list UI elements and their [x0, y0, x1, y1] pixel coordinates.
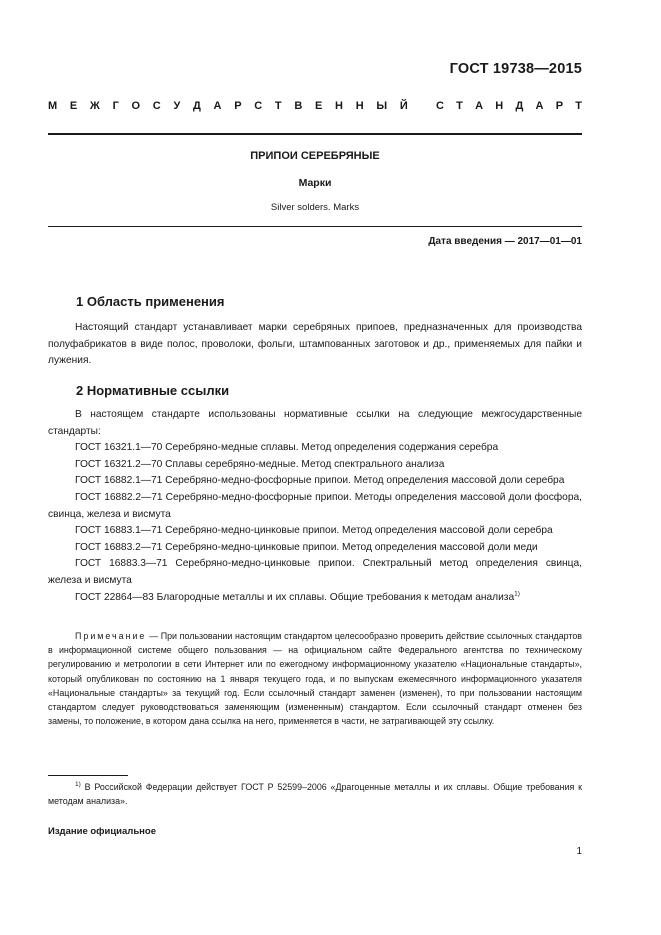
banner-letter: А	[475, 100, 484, 112]
banner-letter: С	[436, 100, 444, 112]
footnote	[48, 780, 582, 808]
note-block	[48, 629, 582, 728]
banner-letter: Р	[555, 100, 564, 112]
official-edition-label: Издание официальное	[48, 826, 156, 837]
document-subtitle: Марки	[298, 177, 332, 189]
banner-letter: А	[535, 100, 544, 112]
english-title: Silver solders. Marks	[270, 202, 360, 213]
title-rule	[48, 226, 582, 227]
banner-letter: Е	[315, 100, 323, 112]
footnote-rule	[48, 775, 128, 776]
note-paragraph	[48, 629, 582, 728]
banner-letter: У	[173, 100, 181, 112]
note-lead: Примечание	[75, 631, 147, 641]
banner-letter: О	[131, 100, 141, 112]
banner-letter: М	[48, 100, 58, 112]
introduction-date: Дата введения — 2017—01—01	[428, 236, 582, 247]
banner-letter: А	[213, 100, 222, 112]
note-text: — При пользовании настоящим стандартом целесообразно проверить действие ссылочных стандартов в информационной системе общего пользования — на официальном сайте Федерального агентства по техническому регулированию и метрологии в сети Интернет или по ежегодному информационному указателю «Национальные стандарты», который опубликован по состоянию на 1 января текущего года, и по выпускам ежемесячного информационного указателя «Национальные стандарты» за текущий год. Если ссылочный стандарт заменен (изменен), то при пользовании настоящим стандартом следует руководствоваться заменяющим (измененным) стандартом. Если ссылочный стандарт отменен без замены, то положение, в котором дана ссылка на него, применяется в части, не затрагивающей эту ссылку.	[48, 631, 582, 727]
banner-letter: Т	[575, 100, 582, 112]
banner-letter: Е	[69, 100, 78, 112]
section-1-body	[48, 320, 582, 370]
banner-letter: Н	[355, 100, 364, 112]
banner-letter: Н	[335, 100, 343, 112]
footnote-mark: 1)	[75, 781, 81, 789]
section-1-paragraph: Настоящий стандарт устанавливает марки серебряных припоев, предназначенных для производства полуфабрикатов в виде полос, проволоки, фольги, штампованных заготовок и др., применяемых для пайки и лужения.	[48, 322, 582, 367]
banner-letter: Н	[495, 100, 504, 112]
banner-word-interstate	[48, 100, 408, 112]
banner-word-standard	[436, 100, 582, 112]
banner-letter: Д	[193, 100, 201, 112]
banner-letter: Р	[234, 100, 242, 112]
reference-item: ГОСТ 16883.2—71 Серебряно-медно-цинковые припои. Метод определения массовой доли меди	[75, 541, 538, 553]
reference-item: ГОСТ 16883.3—71 Серебряно-медно-цинковые припои. Спектральный метод определения свинца, железа и висмута	[48, 558, 582, 586]
reference-item: ГОСТ 16883.1—71 Серебряно-медно-цинковые припои. Метод определения массовой доли серебра	[75, 525, 553, 537]
section-2-intro: В настоящем стандарте использованы нормативные ссылки на следующие межгосударственные стандарты:	[48, 409, 582, 437]
section-2-heading: 2 Нормативные ссылки	[76, 383, 230, 398]
banner-letter: С	[254, 100, 263, 112]
banner-letter: Ы	[376, 100, 388, 112]
banner-letter: С	[152, 100, 161, 112]
document-title: ПРИПОИ СЕРЕБРЯНЫЕ	[250, 150, 380, 162]
reference-item: ГОСТ 16882.1—71 Серебряно-медно-фосфорные припои. Метод определения массовой доли серебра	[75, 475, 565, 487]
banner-letter: Т	[274, 100, 282, 112]
banner-letter: Д	[515, 100, 524, 112]
footnote-ref-mark[interactable]: 1)	[514, 590, 520, 598]
banner-letter: Й	[399, 100, 408, 112]
banner-letter: В	[294, 100, 303, 112]
banner-letter: Т	[456, 100, 463, 112]
interstate-standard-banner	[48, 98, 582, 114]
section-2-body	[48, 407, 582, 606]
reference-item-last	[48, 590, 582, 607]
footnote-text: В Российской Федерации действует ГОСТ Р 52599–2006 «Драгоценные металлы и их сплавы. Общие требования к методам анализа».	[48, 782, 582, 807]
page-number: 1	[576, 846, 582, 857]
reference-item: ГОСТ 16882.2—71 Серебряно-медно-фосфорные припои. Методы определения массовой доли фосфора, свинца, железа и висмута	[48, 491, 582, 520]
document-code: ГОСТ 19738—2015	[449, 61, 582, 77]
footnote-paragraph	[48, 780, 582, 808]
section-1-heading: 1 Область применения	[76, 294, 225, 309]
reference-item: ГОСТ 16321.2—70 Сплавы серебряно-медные. Метод спектрального анализа	[75, 458, 445, 470]
reference-item: ГОСТ 16321.1—70 Серебряно-медные сплавы. Метод определения содержания серебра	[75, 442, 499, 454]
banner-letter: Ж	[89, 100, 100, 112]
reference-text: ГОСТ 22864—83 Благородные металлы и их сплавы. Общие требования к методам анализа	[75, 591, 515, 603]
header-rule	[48, 133, 582, 135]
banner-letter: Г	[112, 100, 119, 112]
